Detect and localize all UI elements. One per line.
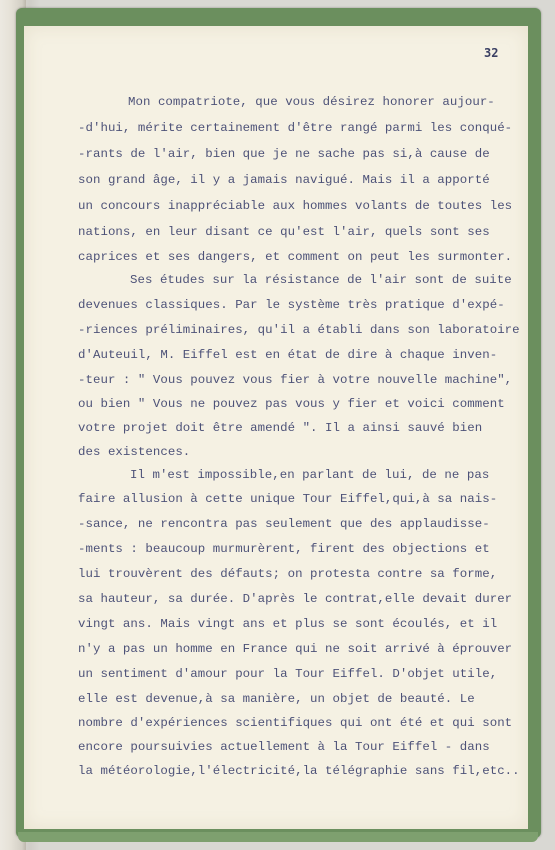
text-line: ou bien " Vous ne pouvez pas vous y fier et voici comment — [78, 397, 505, 411]
text-line: caprices et ses dangers, et comment on peut les surmonter. — [78, 250, 513, 264]
text-line: faire allusion à cette unique Tour Eiffel,qui,à sa nais- — [78, 492, 498, 506]
text-line: -riences préliminaires, qu'il a établi dans son laboratoire — [78, 323, 520, 337]
text-line: nations, en leur disant ce qu'est l'air, quels sont ses — [78, 225, 490, 239]
page-number: 32 — [484, 46, 499, 60]
text-line: -sance, ne rencontra pas seulement que des applaudisse- — [78, 517, 490, 531]
text-line: -d'hui, mérite certainement d'être rangé parmi les conqué- — [78, 121, 513, 135]
text-line: des existences. — [78, 445, 191, 459]
text-line: Il m'est impossible,en parlant de lui, de ne pas — [130, 468, 490, 482]
text-line: vingt ans. Mais vingt ans et plus se sont écoulés, et il — [78, 617, 498, 631]
text-line: n'y a pas un homme en France qui ne soit arrivé à éprouver — [78, 642, 513, 656]
text-line: devenues classiques. Par le système très pratique d'expé- — [78, 298, 505, 312]
text-line: -teur : " Vous pouvez vous fier à votre nouvelle machine", — [78, 373, 513, 387]
text-line: lui trouvèrent des défauts; on protesta contre sa forme, — [78, 567, 498, 581]
text-line: nombre d'expériences scientifiques qui ont été et qui sont — [78, 716, 513, 730]
text-line: encore poursuivies actuellement à la Tour Eiffel - dans — [78, 740, 490, 754]
text-line: un concours inappréciable aux hommes volants de toutes les — [78, 199, 513, 213]
text-line: d'Auteuil, M. Eiffel est en état de dire à chaque inven- — [78, 348, 498, 362]
text-line: sa hauteur, sa durée. D'après le contrat,elle devait durer — [78, 592, 513, 606]
backing-card-edge — [18, 832, 538, 842]
text-line: Ses études sur la résistance de l'air sont de suite — [130, 273, 512, 287]
text-line: -ments : beaucoup murmurèrent, firent des objections et — [78, 542, 490, 556]
text-line: votre projet doit être amendé ". Il a ainsi sauvé bien — [78, 421, 483, 435]
text-line: la météorologie,l'électricité,la télégraphie sans fil,etc.. — [78, 764, 520, 778]
text-line: son grand âge, il y a jamais navigué. Mais il a apporté — [78, 173, 490, 187]
text-line: Mon compatriote, que vous désirez honorer aujour- — [128, 95, 495, 109]
text-line: elle est devenue,à sa manière, un objet de beauté. Le — [78, 692, 475, 706]
text-line: un sentiment d'amour pour la Tour Eiffel. D'objet utile, — [78, 667, 498, 681]
text-line: -rants de l'air, bien que je ne sache pas si,à cause de — [78, 147, 490, 161]
